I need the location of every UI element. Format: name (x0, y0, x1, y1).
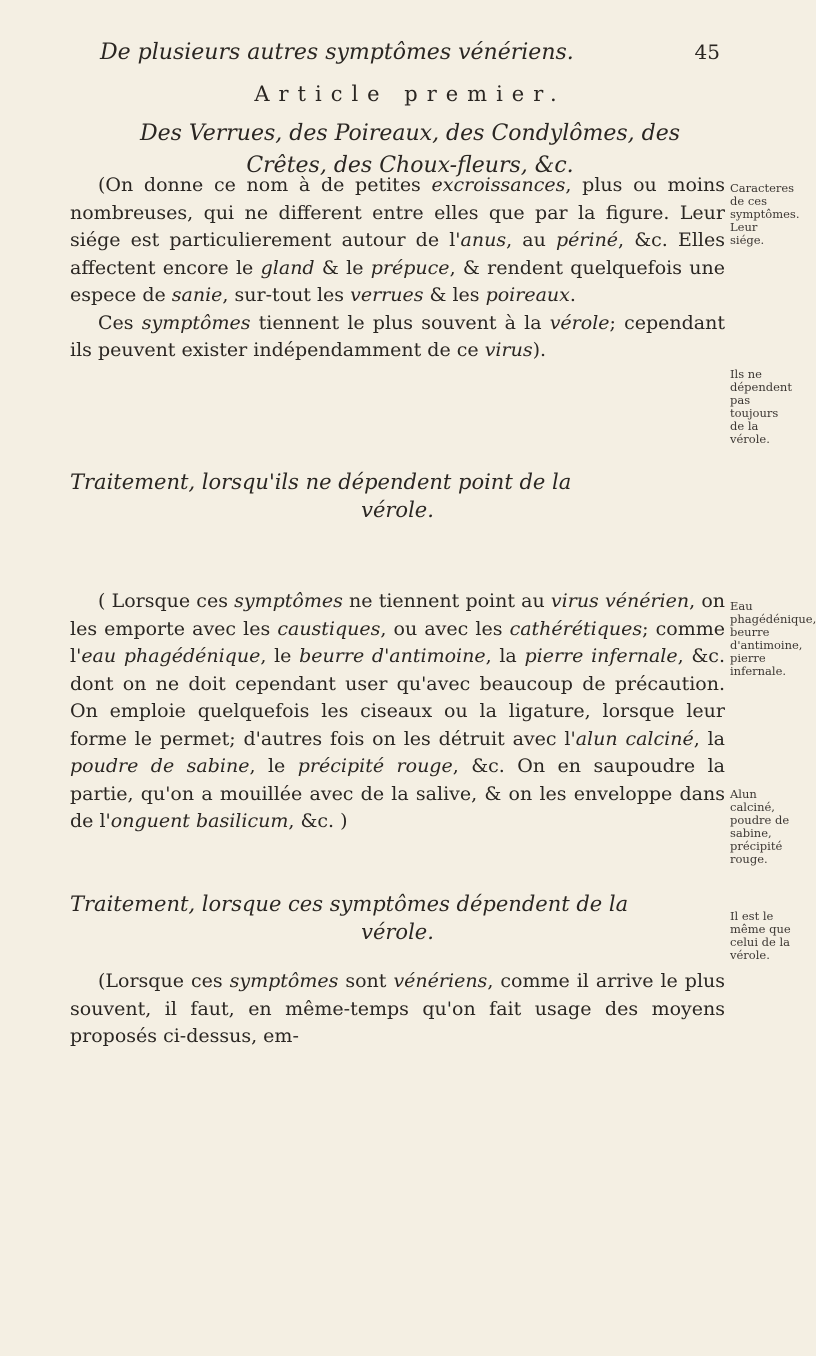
paragraph-traitement-local: ( Lorsque ces symptômes ne tiennent point au virus vénérien, on les emporte avec les caustiques, ou avec les cathérétiques; comme l'eau phagédénique, le beurre d'antimoine, la pierre infernale, &c. dont on ne doit cependant user qu'avec beaucoup de précaution. On emploie quelquefois les ciseaux ou la ligature, lorsque leur forme le permet; d'autres fois on les détruit avec l'alun calciné, la poudre de sabine, le précipité rouge, &c. On en saupoudre la partie, qu'on a mouillée avec de la salive, & on les enveloppe dans de l'onguent basilicum, &c. ) (70, 590, 725, 832)
heading-line-1: Traitement, lorsqu'ils ne dépendent point de la (70, 470, 572, 494)
margin-note-caracteres: Caracteres de ces symptômes. Leur siége. (730, 181, 800, 247)
margin-note-poudres: Alun calciné, poudre de sabine, précipité rouge. (730, 787, 790, 866)
running-head (100, 40, 720, 65)
section-excroissances (70, 172, 725, 365)
paragraph-cause: Ces symptômes tiennent le plus souvent à la vérole; cependant ils peuvent exister indépendamment de ce virus). (70, 311, 725, 361)
heading-line-2: vérole. (361, 920, 434, 944)
section-traitement-venerien (70, 890, 725, 1051)
page-number: 45 (694, 40, 720, 64)
paragraph-traitement-venerien: (Lorsque ces symptômes sont vénériens, comme il arrive le plus souvent, il faut, en même-temps qu'on fait usage des moyens proposés ci-dessus, em- (70, 970, 726, 1047)
paragraph-definition: (On donne ce nom à de petites excroissances, plus ou moins nombreuses, qui ne different entre elles que par la figure. Leur siége est particulierement autour de l'anus, au périné, &c. Elles affectent encore le gland & le prépuce, & rendent quelquefois une espece de sanie, sur-tout les verrues & les poireaux. (70, 174, 725, 306)
margin-note-traitement: Il est le même que celui de la vérole. (730, 909, 791, 962)
heading-line-2: vérole. (361, 498, 434, 522)
article-subtitle: Des Verrues, des Poireaux, des Condylômes, des Crêtes, des Choux-fleurs, &c. (139, 121, 681, 178)
margin-note-dependance: Ils ne dépendent pas toujours de la vérole. (730, 367, 792, 446)
section-traitement-local (70, 588, 725, 836)
margin-note-caustiques: Eau phagédénique, beurre d'antimoine, pierre infernale. (730, 599, 816, 678)
article-title: Article premier. (254, 82, 566, 106)
running-head-title: De plusieurs autres symptômes vénériens. (100, 40, 574, 65)
section-heading-non-venerien (70, 468, 725, 546)
heading-line-1: Traitement, lorsque ces symptômes dépendent de la (70, 892, 629, 916)
